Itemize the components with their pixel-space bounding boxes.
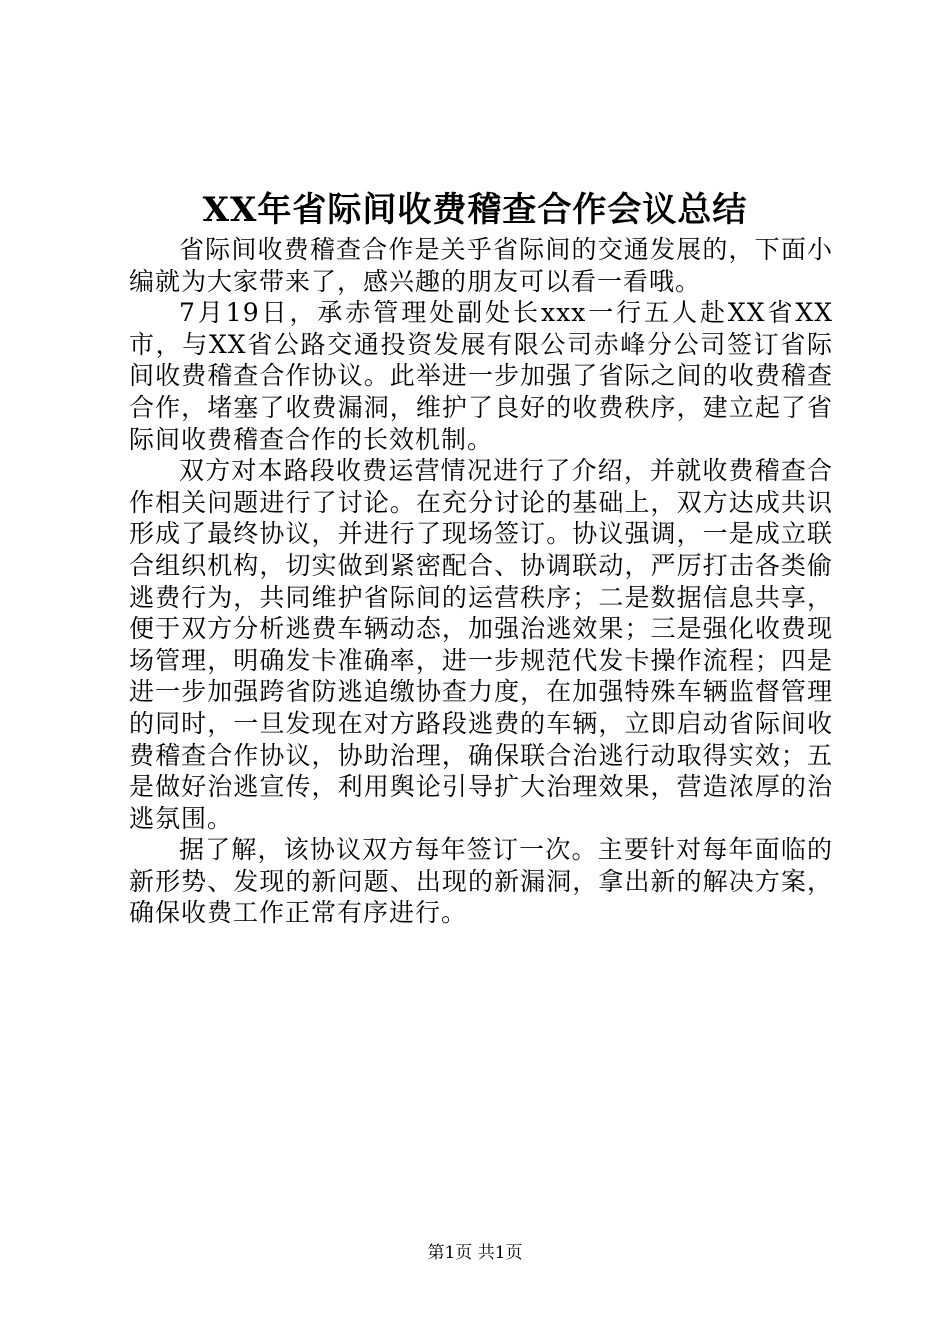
paragraph-annual-renewal: 据了解，该协议双方每年签订一次。主要针对每年面临的新形势、发现的新问题、出现的新漏洞，拿出新的解决方案，确保收费工作正常有序进行。: [129, 835, 833, 928]
paragraph-agreement-details: 双方对本路段收费运营情况进行了介绍，并就收费稽查合作相关问题进行了讨论。在充分讨论的基础上，双方达成共识形成了最终协议，并进行了现场签订。协议强调，一是成立联合组织机构，切实做到紧密配合、协调联动，严厉打击各类偷逃费行为，共同维护省际间的运营秩序；二是数据信息共享，便于双方分析逃费车辆动态，加强治逃效果；三是强化收费现场管理，明确发卡准确率，进一步规范代发卡操作流程；四是进一步加强跨省防逃追缴协查力度，在加强特殊车辆监督管理的同时，一旦发现在对方路段逃费的车辆，立即启动省际间收费稽查合作协议，协助治理，确保联合治逃行动取得实效；五是做好治逃宣传，利用舆论引导扩大治理效果，营造浓厚的治逃氛围。: [129, 456, 833, 833]
document-body: [129, 234, 833, 929]
paragraph-intro: 省际间收费稽查合作是关乎省际间的交通发展的，下面小编就为大家带来了，感兴趣的朋友可以看一看哦。: [129, 235, 833, 296]
document-title: XX年省际间收费稽查合作会议总结: [202, 190, 748, 230]
paragraph-agreement-signing: 7月19日，承赤管理处副处长xxx一行五人赴XX省XX市，与XX省公路交通投资发展有限公司赤峰分公司签订省际间收费稽查合作协议。此举进一步加强了省际之间的收费稽查合作，堵塞了收费漏洞，维护了良好的收费秩序，建立起了省际间收费稽查合作的长效机制。: [129, 298, 833, 454]
page-number-footer: 第1页 共1页: [427, 1243, 523, 1263]
